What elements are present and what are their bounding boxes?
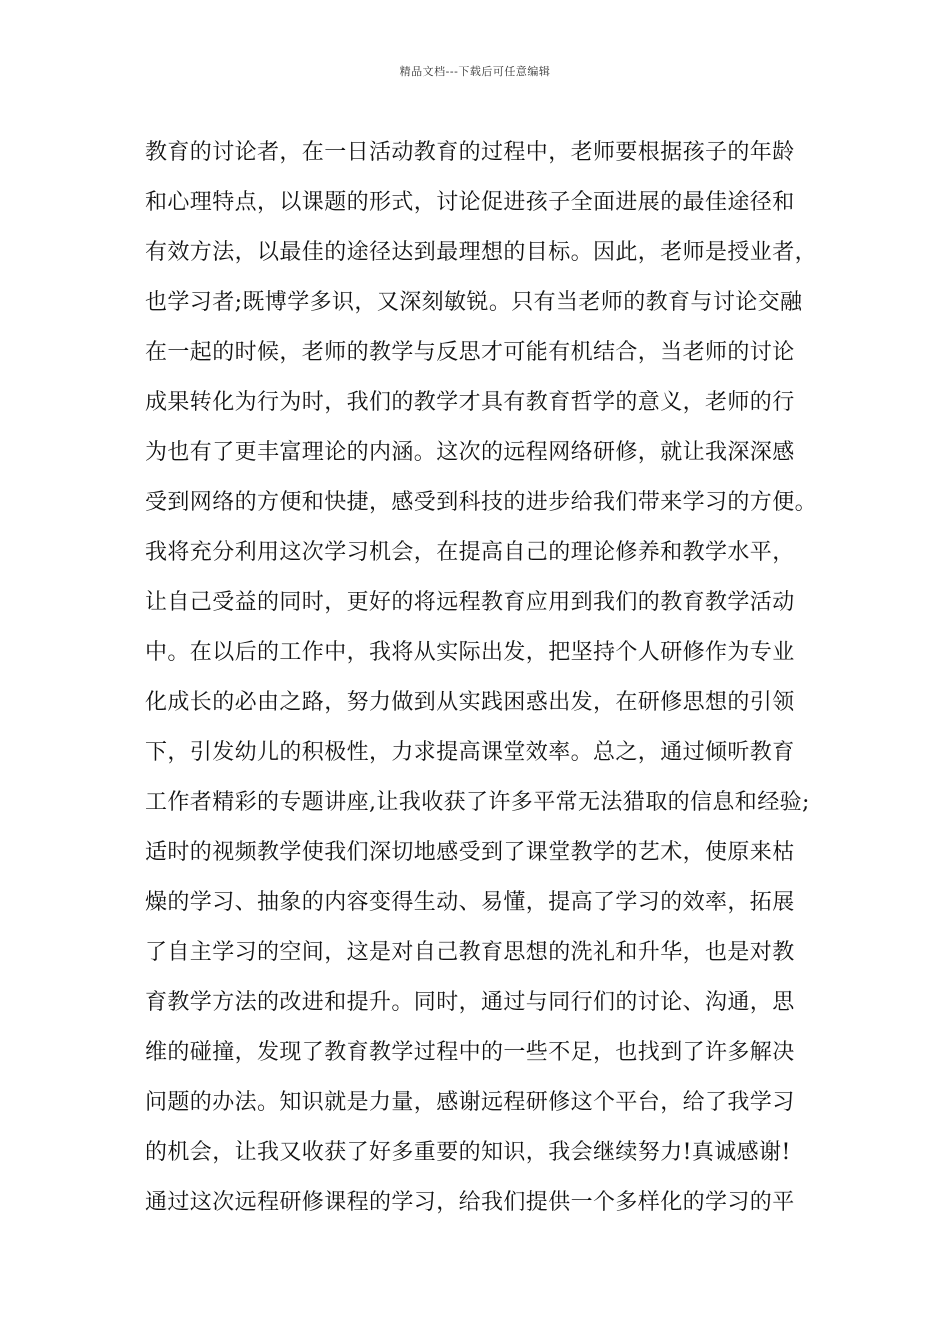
text-line: 受到网络的方便和快捷，感受到科技的进步给我们带来学习的方便。 <box>145 490 818 515</box>
text-line: 的机会，让我又收获了好多重要的知识，我会继续努力!真诚感谢! <box>145 1140 791 1165</box>
text-line: 适时的视频教学使我们深切地感受到了课堂教学的艺术，使原来枯 <box>145 840 795 865</box>
text-line: 成果转化为行为时，我们的教学才具有教育哲学的意义，老师的行 <box>145 390 795 415</box>
text-line: 育教学方法的改进和提升。同时，通过与同行们的讨论、沟通，思 <box>145 990 795 1015</box>
text-line: 中。在以后的工作中，我将从实际出发，把坚持个人研修作为专业 <box>145 640 795 665</box>
document-body <box>145 128 835 1228</box>
text-line: 了自主学习的空间，这是对自己教育思想的洗礼和升华，也是对教 <box>145 940 795 965</box>
text-line: 为也有了更丰富理论的内涵。这次的远程网络研修，就让我深深感 <box>145 440 795 465</box>
text-line: 和心理特点，以课题的形式，讨论促进孩子全面进展的最佳途径和 <box>145 190 795 215</box>
text-line: 工作者精彩的专题讲座,让我收获了许多平常无法猎取的信息和经验; <box>145 790 810 815</box>
text-line: 让自己受益的同时，更好的将远程教育应用到我们的教育教学活动 <box>145 590 795 615</box>
page-header: 精品文档---下载后可任意编辑 <box>399 65 551 78</box>
text-line: 也学习者;既博学多识，又深刻敏锐。只有当老师的教育与讨论交融 <box>145 290 803 315</box>
text-line: 下，引发幼儿的积极性，力求提高课堂效率。总之，通过倾听教育 <box>145 740 795 765</box>
text-line: 维的碰撞，发现了教育教学过程中的一些不足，也找到了许多解决 <box>145 1040 795 1065</box>
text-line: 教育的讨论者，在一日活动教育的过程中，老师要根据孩子的年龄 <box>145 140 795 165</box>
text-line: 我将充分利用这次学习机会，在提高自己的理论修养和教学水平， <box>145 540 795 565</box>
text-line: 化成长的必由之路，努力做到从实践困惑出发，在研修思想的引领 <box>145 690 795 715</box>
text-line: 有效方法，以最佳的途径达到最理想的目标。因此，老师是授业者， <box>145 240 818 265</box>
text-line: 燥的学习、抽象的内容变得生动、易懂，提高了学习的效率，拓展 <box>145 890 795 915</box>
text-line: 通过这次远程研修课程的学习，给我们提供一个多样化的学习的平 <box>145 1190 795 1215</box>
text-line: 在一起的时候，老师的教学与反思才可能有机结合，当老师的讨论 <box>145 340 795 365</box>
text-line: 问题的办法。知识就是力量，感谢远程研修这个平台，给了我学习 <box>145 1090 795 1115</box>
